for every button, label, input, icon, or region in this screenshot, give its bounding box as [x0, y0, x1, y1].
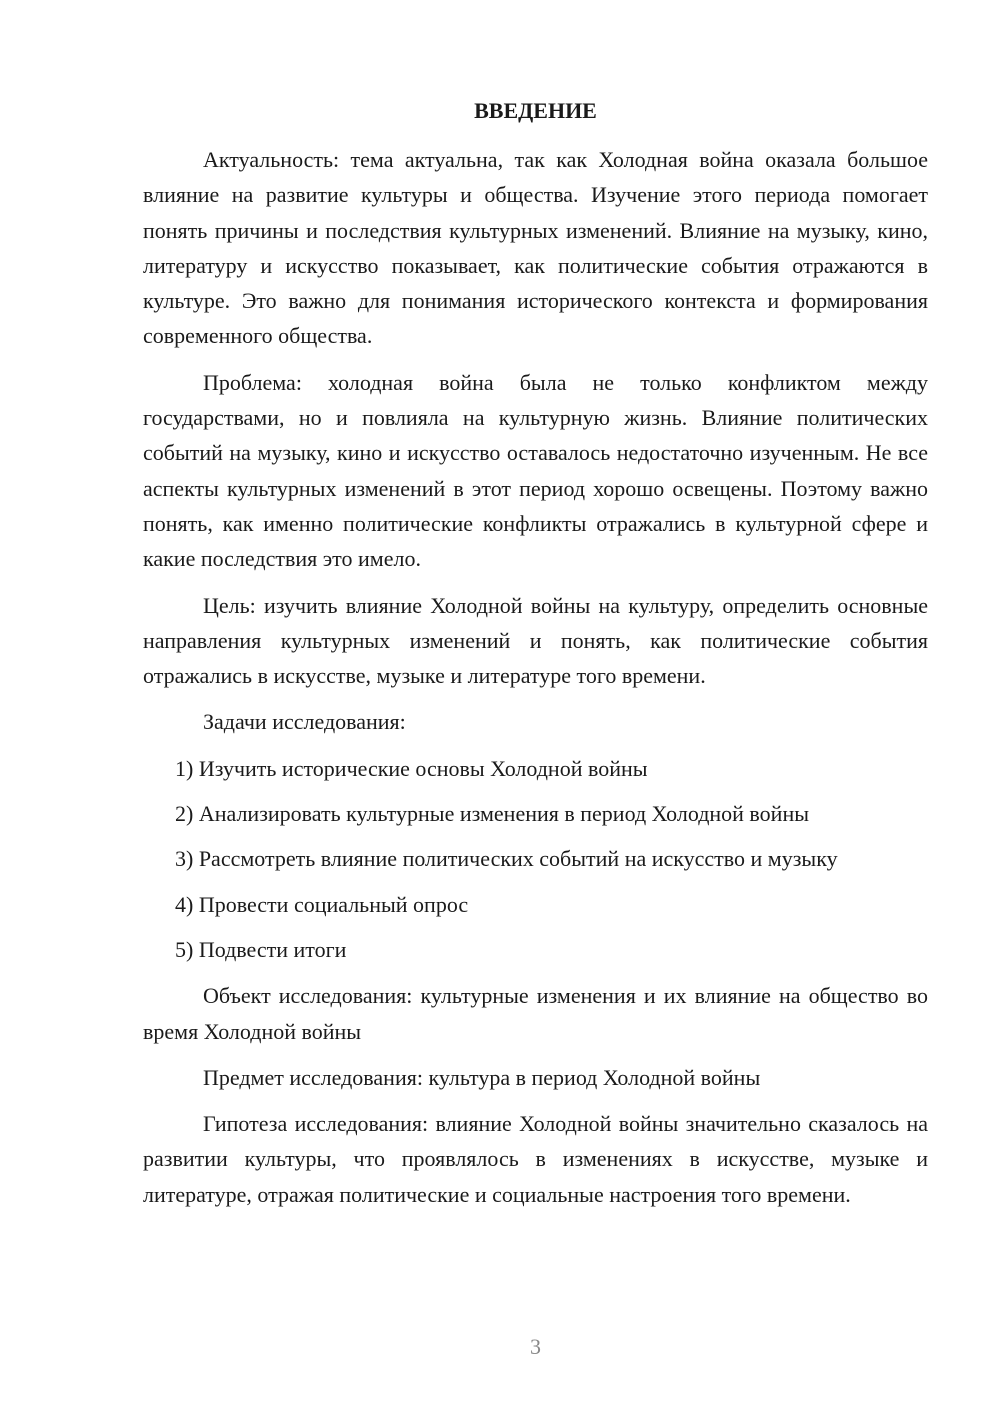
task-item: 3) Рассмотреть влияние политических событий на искусство и музыку: [175, 846, 838, 872]
task-item: 1) Изучить исторические основы Холодной войны: [175, 755, 648, 781]
goal-paragraph: Цель: изучить влияние Холодной войны на культуру, определить основные направления культурных изменений и понять, как политические события отражались в искусстве, музыке и литературе того времени.: [143, 592, 928, 689]
task-item: 2) Анализировать культурные изменения в период Холодной войны: [175, 801, 809, 827]
task-item: 4) Провести социальный опрос: [175, 891, 469, 917]
tasks-list: [143, 751, 928, 967]
hypothesis-paragraph: Гипотеза исследования: влияние Холодной войны значительно сказалось на развитии культуры, что проявлялось в изменениях в искусстве, музыке и литературе, отражая политические и социальные настроения того времени.: [143, 1111, 928, 1207]
object-paragraph: Объект исследования: культурные изменения и их влияние на общество во время Холодной войны: [143, 983, 928, 1044]
task-item: 5) Подвести итоги: [175, 936, 347, 962]
document-body: [143, 142, 928, 1223]
document-page: [143, 0, 928, 1414]
tasks-heading: Задачи исследования:: [203, 709, 406, 735]
page-title: ВВЕДЕНИЕ: [474, 98, 597, 123]
problem-paragraph: Проблема: холодная война была не только конфликтом между государствами, но и повлияла на культурную жизнь. Влияние политических событий на музыку, кино и искусство оставалось недостаточно изученным. Не все аспекты культурных изменений в этот период хорошо освещены. Поэтому важно понять, как именно политические конфликты отражались в культурной сфере и какие последствия это имело.: [143, 369, 928, 572]
relevance-paragraph: Актуальность: тема актуальна, так как Холодная война оказала большое влияние на развитие культуры и общества. Изучение этого периода помогает понять причины и последствия культурных изменений. Влияние на музыку, кино, литературу и искусство показывает, как политические события отражаются в культуре. Это важно для понимания исторического контекста и формирования современного общества.: [143, 147, 928, 349]
page-number: 3: [530, 1334, 541, 1359]
subject-paragraph: Предмет исследования: культура в период Холодной войны: [203, 1064, 761, 1090]
